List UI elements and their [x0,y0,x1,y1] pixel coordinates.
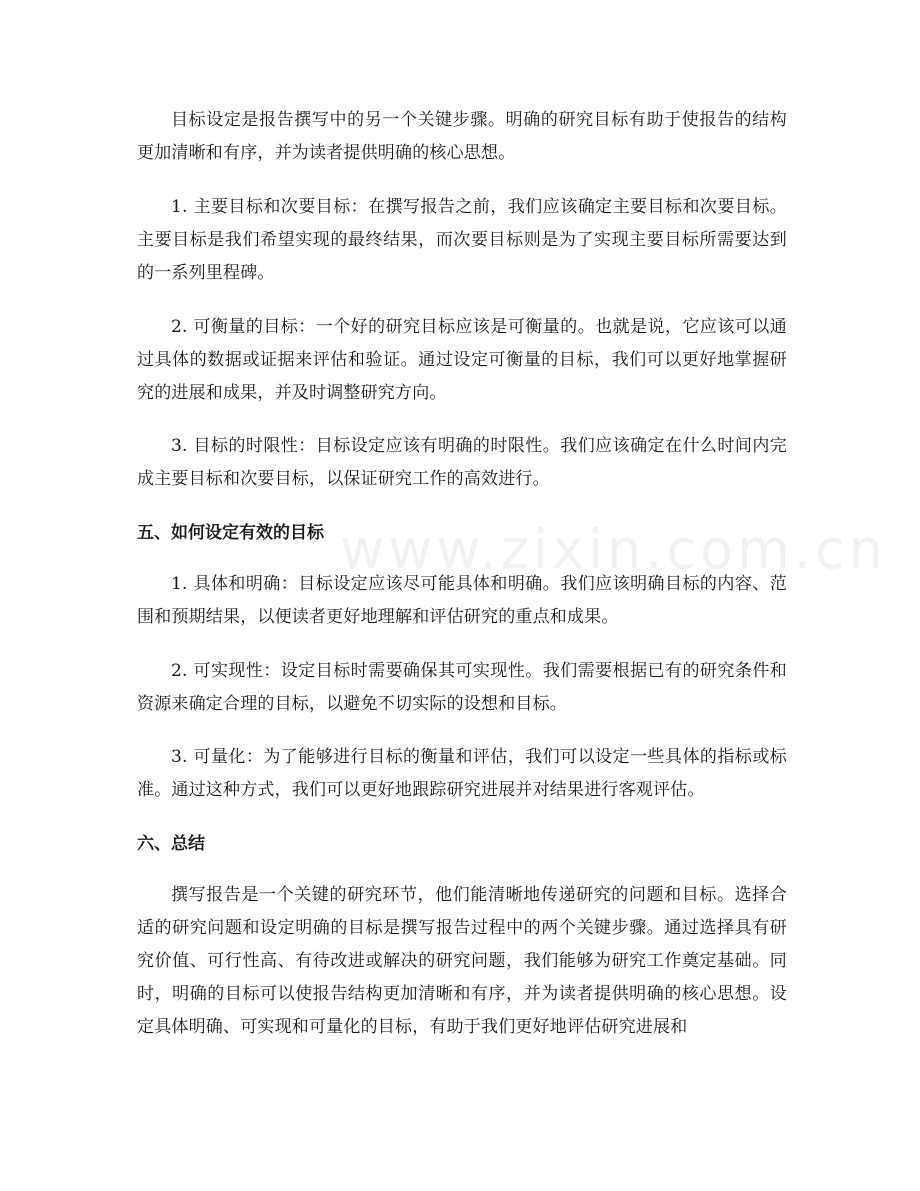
goal-item-1 [137,191,787,290]
section-5-item-2 [137,655,787,721]
section-5-item-3 [137,741,787,807]
section-6-summary [137,879,787,1044]
paragraph-text: 2. 可衡量的目标：一个好的研究目标应该是可衡量的。也就是说，它应该可以通过具体的数据或证据来评估和验证。通过设定可衡量的目标，我们可以更好地掌握研究的进展和成果，并及时调整研究方向。 [137,317,787,403]
paragraph-text: 撰写报告是一个关键的研究环节，他们能清晰地传递研究的问题和目标。选择合适的研究问题和设定明确的目标是撰写报告过程中的两个关键步骤。通过选择具有研究价值、可行性高、有待改进或解决的研究问题，我们能够为研究工作奠定基础。同时，明确的目标可以使报告结构更加清晰和有序，并为读者提供明确的核心思想。设定具体明确、可实现和可量化的目标，有助于我们更好地评估研究进展和 [137,885,787,1037]
paragraph-text: 3. 目标的时限性：目标设定应该有明确的时限性。我们应该确定在什么时间内完成主要目标和次要目标，以保证研究工作的高效进行。 [137,436,787,489]
section-heading: 五、如何设定有效的目标 [137,523,324,543]
section-5-item-1 [137,568,787,634]
paragraph-text: 1. 主要目标和次要目标：在撰写报告之前，我们应该确定主要目标和次要目标。主要目标是我们希望实现的最终结果，而次要目标则是为了实现主要目标所需要达到的一系列里程碑。 [137,197,787,283]
goal-item-2 [137,311,787,410]
section-6-heading-block [137,828,787,861]
goal-item-3 [137,430,787,496]
paragraph-text: 3. 可量化：为了能够进行目标的衡量和评估，我们可以设定一些具体的指标或标准。通过这种方式，我们可以更好地跟踪研究进展并对结果进行客观评估。 [137,747,787,800]
section-heading: 六、总结 [137,834,205,854]
intro-paragraph [137,104,787,170]
paragraph-text: 1. 具体和明确：目标设定应该尽可能具体和明确。我们应该明确目标的内容、范围和预期结果，以便读者更好地理解和评估研究的重点和成果。 [137,574,787,627]
paragraph-text: 2. 可实现性：设定目标时需要确保其可实现性。我们需要根据已有的研究条件和资源来确定合理的目标，以避免不切实际的设想和目标。 [137,661,787,714]
paragraph-text: 目标设定是报告撰写中的另一个关键步骤。明确的研究目标有助于使报告的结构更加清晰和有序，并为读者提供明确的核心思想。 [137,110,787,163]
watermark: www.zixin.com.cn [340,518,887,581]
section-5-heading-block [137,517,787,550]
